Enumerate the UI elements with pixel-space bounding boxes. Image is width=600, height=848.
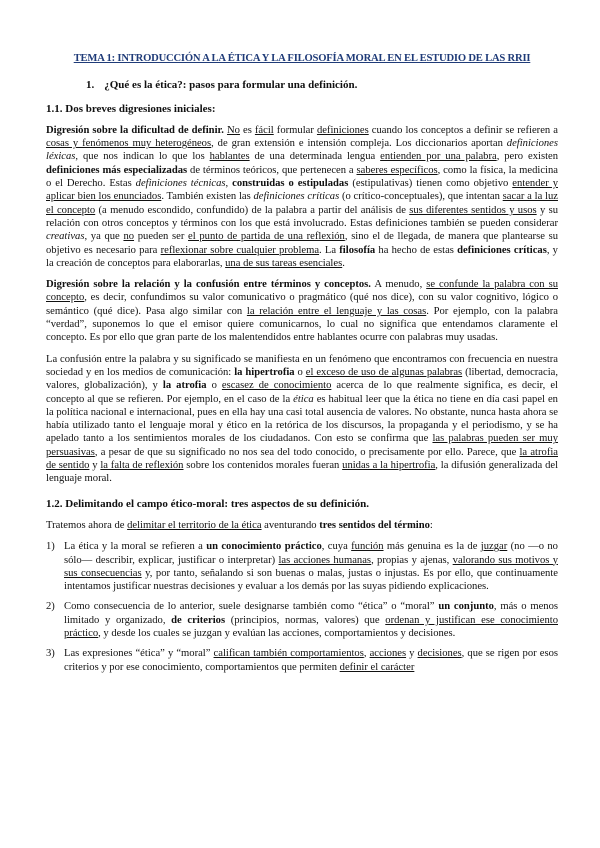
list-item: 1) La ética y la moral se refieren a un conocimiento práctico, cuya función más genuina es la de juzgar (no —o no sólo— describir, explicar, justificar o interpretar) las acciones humanas, propias y ajenas, valorando sus motivos y sus consecuencias y, por tanto, señalando si son buenas o malas, justas o injustas. Es por ello, que continuamente intentamos justificar nuestras decisiones y evaluar a los demás por las suyas pidiendo explicaciones. [46, 541, 558, 593]
section-title: ¿Qué es la ética?: pasos para formular una definición. [104, 79, 358, 92]
senses-list [46, 540, 558, 674]
paragraph-definition-digression: Digresión sobre la dificultad de definir. No es fácil formular definiciones cuando los conceptos a definir se refieren a cosas y fenómenos muy heterogéneos, de gran extensión e intensión compleja. Los diccionarios aportan definiciones léxicas, que nos indican lo que los hablantes de una determinada lengua entienden por una palabra, pero existen definiciones más especializadas de términos teóricos, que pertenecen a saberes específicos, como la física, la medicina o el Derecho. Estas definiciones técnicas, construidas o estipuladas (estipulativas) tienen como objetivo entender y aplicar bien los enunciados. También existen las definiciones críticas (o crítico-conceptuales), que intentan sacar a la luz el concepto (a menudo escondido, confundido) de la palabra a partir del análisis de sus diferentes sentidos y usos y su relación con otros conceptos y términos con los que está involucrado. Estas definiciones también se pueden considerar creativas, ya que no pueden ser el punto de partida de una reflexión, sino el de llegada, de manera que plantearse su objetivo es necesario para reflexionar sobre cualquier problema. La filosofía ha hecho de estas definiciones críticas, y la creación de conceptos para elaborarlas, una de sus tareas esenciales. [46, 124, 559, 269]
subsection-heading-1-1: 1.1. Dos breves digresiones iniciales: [46, 102, 216, 115]
section-number: 1. [86, 79, 95, 92]
list-item: 3) Las expresiones “ética” y “moral” califican también comportamientos, acciones y decisiones, que se rigen por esos criterios y por ese conocimiento, comportamientos que permiten definir el carácter [46, 648, 558, 673]
paragraph-term-concept-digression: Digresión sobre la relación y la confusión entre términos y conceptos. A menudo, se confunde la palabra con su concepto, es decir, confundimos su valor comunicativo o pragmático (qué nos dice), con su valor cognitivo, lógico o semántico (qué dice). Pasa algo similar con la relación entre el lenguaje y las cosas. Por ejemplo, con la palabra “verdad”, suponemos lo que el emisor quiere comunicarnos, lo cual no significa que entendamos claramente el concepto. Es por ello que gran parte de los malentendidos entre hablantes ocurre con palabras muy usadas. [46, 279, 558, 344]
list-item: 2) Como consecuencia de lo anterior, suele designarse también como “ética” o “moral” un conjunto, más o menos limitado y organizado, de criterios (principios, normas, valores) que ordenan y justifican ese conocimiento práctico, y desde los cuales se juzgan y evalúan las acciones, comportamientos y decisiones. [46, 601, 558, 639]
subsection-heading-1-2: 1.2. Delimitando el campo ético-moral: tres aspectos de su definición. [46, 497, 370, 510]
section-heading-1 [86, 79, 558, 92]
document-title: TEMA 1: INTRODUCCIÓN A LA ÉTICA Y LA FILOSOFÍA MORAL EN EL ESTUDIO DE LAS RRII [73, 53, 531, 64]
paragraph-hypertrophy: La confusión entre la palabra y su significado se manifiesta en un fenómeno que encontramos con frecuencia en nuestra sociedad y en los medios de comunicación: la hipertrofia o el exceso de uso de algunas palabras (libertad, democracia, valores, globalización), y la atrofia o escasez de conocimiento acerca de lo que realmente significa, es decir, el concepto al que se refieren. Por ejemplo, en el caso de la ética es habitual leer que la ética no tiene en día casi papel en la política nacional e internacional, pues en ella hay una casi total ausencia de valores. No obstante, nunca hasta ahora se había utilizado tanto el lenguaje moral y ético en la retórica de los discursos, la propaganda y el periodismo, y se ha apelado tanto a los sentimientos morales de los ciudadanos. Con esto se confirma que las palabras pueden ser muy persuasivas, a pesar de que su significado no nos sea del todo conocido, o precisamente por ello. Parece, que la atrofia de sentido y la falta de reflexión sobre los contenidos morales fueran unidas a la hipertrofia, la difusión generalizada del lenguaje moral. [46, 353, 559, 485]
paragraph-three-senses-intro: Tratemos ahora de delimitar el territorio de la ética aventurando tres sentidos del término: [46, 519, 433, 531]
